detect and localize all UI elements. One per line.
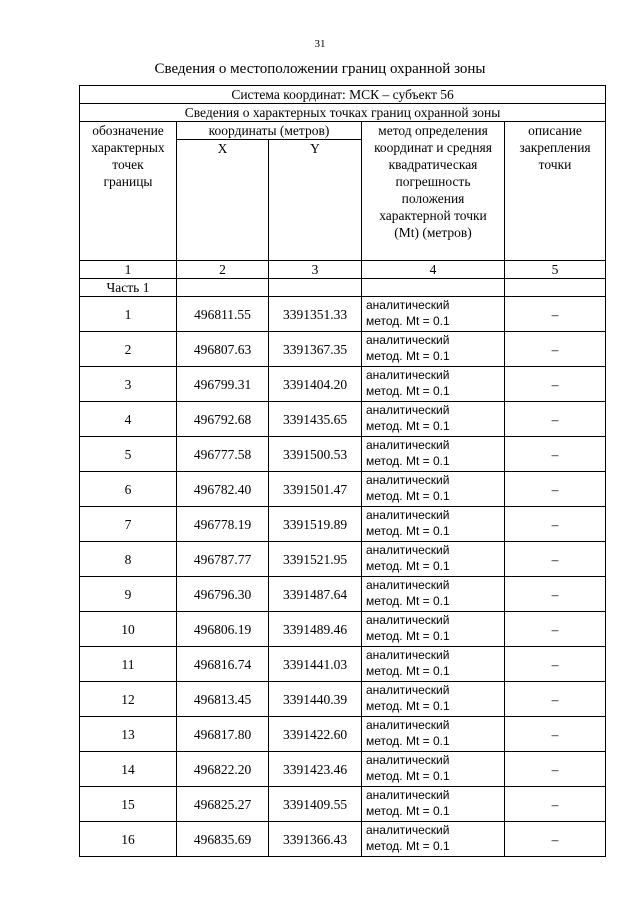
method-cell [362,612,505,647]
method-line: метод. Mt = 0.1 [366,594,450,608]
table-row [80,542,606,577]
point-number-cell: 4 [80,402,177,437]
method-cell [362,332,505,367]
x-coordinate-cell: 496799.31 [177,367,269,402]
description-cell: – [505,612,606,647]
method-line: метод. Mt = 0.1 [366,384,450,398]
y-coordinate-cell: 3391435.65 [269,402,362,437]
y-coordinate-cell: 3391487.64 [269,577,362,612]
x-coordinate-cell: 496816.74 [177,647,269,682]
header-point-designation: обозначение характерных точек границы [80,122,177,261]
y-coordinate-cell: 3391409.55 [269,787,362,822]
table-row [80,437,606,472]
column-number-row [80,261,606,279]
method-line: аналитический [366,333,450,347]
point-number-cell: 3 [80,367,177,402]
point-number-cell: 15 [80,787,177,822]
method-cell [362,297,505,332]
y-coordinate-cell: 3391441.03 [269,647,362,682]
method-cell [362,787,505,822]
empty-cell [177,279,269,297]
point-number-cell: 9 [80,577,177,612]
method-line: аналитический [366,648,450,662]
method-cell [362,437,505,472]
y-coordinate-cell: 3391351.33 [269,297,362,332]
description-cell: – [505,437,606,472]
x-coordinate-cell: 496813.45 [177,682,269,717]
table-subtitle: Сведения о характерных точках границ охранной зоны [80,104,606,122]
method-line: аналитический [366,823,450,837]
method-line: аналитический [366,578,450,592]
method-cell [362,542,505,577]
description-cell: – [505,297,606,332]
document-title: Сведения о местоположении границ охранной зоны [154,61,486,77]
x-coordinate-cell: 496792.68 [177,402,269,437]
table-row [80,647,606,682]
y-coordinate-cell: 3391489.46 [269,612,362,647]
method-line: аналитический [366,753,450,767]
table-row [80,822,606,857]
part-label: Часть 1 [80,279,177,297]
point-number-cell: 8 [80,542,177,577]
method-line: метод. Mt = 0.1 [366,489,450,503]
method-line: метод. Mt = 0.1 [366,839,450,853]
method-cell [362,577,505,612]
x-coordinate-cell: 496806.19 [177,612,269,647]
description-cell: – [505,542,606,577]
x-coordinate-cell: 496778.19 [177,507,269,542]
description-cell: – [505,787,606,822]
point-number-cell: 14 [80,752,177,787]
point-number-cell: 7 [80,507,177,542]
method-line: аналитический [366,298,450,312]
description-cell: – [505,682,606,717]
point-number-cell: 5 [80,437,177,472]
x-coordinate-cell: 496835.69 [177,822,269,857]
table-row [80,612,606,647]
y-coordinate-cell: 3391521.95 [269,542,362,577]
table-body [80,297,606,857]
y-coordinate-cell: 3391404.20 [269,367,362,402]
method-cell [362,402,505,437]
boundary-points-table [79,85,606,857]
method-cell [362,367,505,402]
method-line: аналитический [366,438,450,452]
column-number: 5 [505,261,606,279]
description-cell: – [505,577,606,612]
method-line: аналитический [366,508,450,522]
method-cell [362,717,505,752]
method-line: аналитический [366,543,450,557]
y-coordinate-cell: 3391422.60 [269,717,362,752]
table-row [80,717,606,752]
y-coordinate-cell: 3391367.35 [269,332,362,367]
table-row [80,332,606,367]
method-line: аналитический [366,473,450,487]
header-y: Y [269,140,362,261]
empty-cell [505,279,606,297]
header-method: метод определения координат и средняя квадратическая погрешность положения характерной точки (Mt) (метров) [362,122,505,261]
y-coordinate-cell: 3391440.39 [269,682,362,717]
method-line: метод. Mt = 0.1 [366,804,450,818]
method-line: аналитический [366,403,450,417]
x-coordinate-cell: 496817.80 [177,717,269,752]
method-line: метод. Mt = 0.1 [366,524,450,538]
header-row-top [80,122,606,140]
description-cell: – [505,752,606,787]
empty-cell [362,279,505,297]
point-number-cell: 11 [80,647,177,682]
x-coordinate-cell: 496822.20 [177,752,269,787]
point-number-cell: 12 [80,682,177,717]
method-line: аналитический [366,718,450,732]
method-cell [362,752,505,787]
description-cell: – [505,402,606,437]
method-line: метод. Mt = 0.1 [366,349,450,363]
x-coordinate-cell: 496787.77 [177,542,269,577]
method-line: аналитический [366,368,450,382]
description-cell: – [505,717,606,752]
point-number-cell: 13 [80,717,177,752]
method-cell [362,472,505,507]
point-number-cell: 16 [80,822,177,857]
x-coordinate-cell: 496796.30 [177,577,269,612]
method-cell [362,682,505,717]
header-description: описание закрепления точки [505,122,606,261]
method-cell [362,822,505,857]
empty-cell [269,279,362,297]
table-row [80,402,606,437]
point-number-cell: 1 [80,297,177,332]
description-cell: – [505,367,606,402]
method-cell [362,647,505,682]
table-row [80,787,606,822]
header-coordinates: координаты (метров) [177,122,362,140]
method-line: метод. Mt = 0.1 [366,664,450,678]
method-line: метод. Mt = 0.1 [366,734,450,748]
description-cell: – [505,507,606,542]
header-x: X [177,140,269,261]
x-coordinate-cell: 496807.63 [177,332,269,367]
method-line: метод. Mt = 0.1 [366,419,450,433]
y-coordinate-cell: 3391366.43 [269,822,362,857]
table-row [80,682,606,717]
point-number-cell: 2 [80,332,177,367]
table-row [80,472,606,507]
x-coordinate-cell: 496825.27 [177,787,269,822]
column-number: 2 [177,261,269,279]
method-line: аналитический [366,788,450,802]
description-cell: – [505,472,606,507]
method-line: метод. Mt = 0.1 [366,769,450,783]
description-cell: – [505,332,606,367]
y-coordinate-cell: 3391500.53 [269,437,362,472]
table-row [80,577,606,612]
column-number: 3 [269,261,362,279]
table-row [80,367,606,402]
y-coordinate-cell: 3391423.46 [269,752,362,787]
table-row [80,752,606,787]
x-coordinate-cell: 496777.58 [177,437,269,472]
table-row [80,297,606,332]
y-coordinate-cell: 3391501.47 [269,472,362,507]
method-cell [362,507,505,542]
method-line: метод. Mt = 0.1 [366,454,450,468]
subtitle-row [80,104,606,122]
coordinate-system: Система координат: МСК – субъект 56 [80,86,606,104]
coordinate-system-row [80,86,606,104]
method-line: аналитический [366,683,450,697]
table-row [80,507,606,542]
column-number: 4 [362,261,505,279]
column-number: 1 [80,261,177,279]
x-coordinate-cell: 496811.55 [177,297,269,332]
method-line: метод. Mt = 0.1 [366,699,450,713]
point-number-cell: 10 [80,612,177,647]
method-line: метод. Mt = 0.1 [366,629,450,643]
part-row [80,279,606,297]
description-cell: – [505,822,606,857]
method-line: аналитический [366,613,450,627]
y-coordinate-cell: 3391519.89 [269,507,362,542]
description-cell: – [505,647,606,682]
page-number: 31 [314,38,326,50]
point-number-cell: 6 [80,472,177,507]
x-coordinate-cell: 496782.40 [177,472,269,507]
method-line: метод. Mt = 0.1 [366,314,450,328]
method-line: метод. Mt = 0.1 [366,559,450,573]
